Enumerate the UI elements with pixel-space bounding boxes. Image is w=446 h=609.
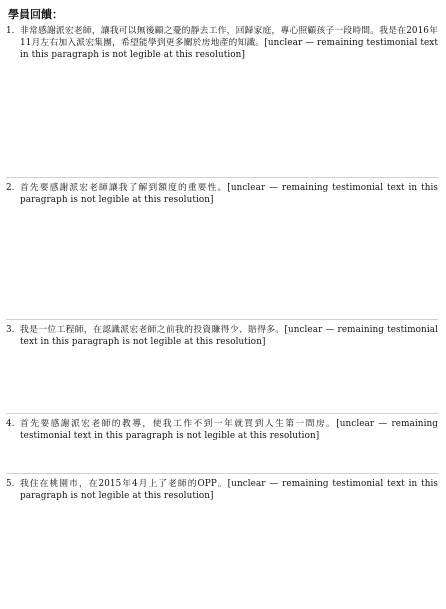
item-number: 1. — [6, 26, 15, 36]
divider — [6, 177, 438, 178]
page-heading: 學員回饋： — [8, 8, 63, 21]
testimonial-item-2 — [6, 183, 438, 313]
testimonial-text: 我是一位工程師，在認識派宏老師之前我的投資賺得少、賠得多。[unclear — remaining testimonial text in this paragraph is not legible at this resolution] — [20, 325, 438, 347]
divider — [6, 473, 438, 474]
testimonial-text: 非常感謝派宏老師，讓我可以無後顧之憂的靜去工作，回歸家庭，專心照顧孩子一段時間。我是在2016年11月左右加入派宏集團，希望能學到更多關於房地產的知識。[unclear — remaining testimonial text in this paragraph is not legible at this resolution] — [20, 26, 438, 60]
item-number: 4. — [6, 419, 15, 429]
testimonial-item-3 — [6, 325, 438, 407]
testimonial-item-4 — [6, 419, 438, 467]
item-number: 2. — [6, 183, 15, 193]
item-number: 5. — [6, 479, 15, 489]
testimonial-item-1 — [6, 26, 438, 171]
testimonial-item-5 — [6, 479, 438, 609]
testimonial-text: 首先要感謝派宏老師的教導，使我工作不到一年就買到人生第一間房。[unclear — remaining testimonial text in this paragraph is not legible at this resolution] — [20, 419, 438, 441]
testimonial-text: 首先要感謝派宏老師讓我了解到額度的重要性。[unclear — remaining testimonial text in this paragraph is not legible at this resolution] — [20, 183, 438, 205]
divider — [6, 413, 438, 414]
item-number: 3. — [6, 325, 15, 335]
divider — [6, 319, 438, 320]
testimonial-text: 我住在桃園市，在2015年4月上了老師的OPP。[unclear — remaining testimonial text in this paragraph is not legible at this resolution] — [20, 479, 438, 501]
